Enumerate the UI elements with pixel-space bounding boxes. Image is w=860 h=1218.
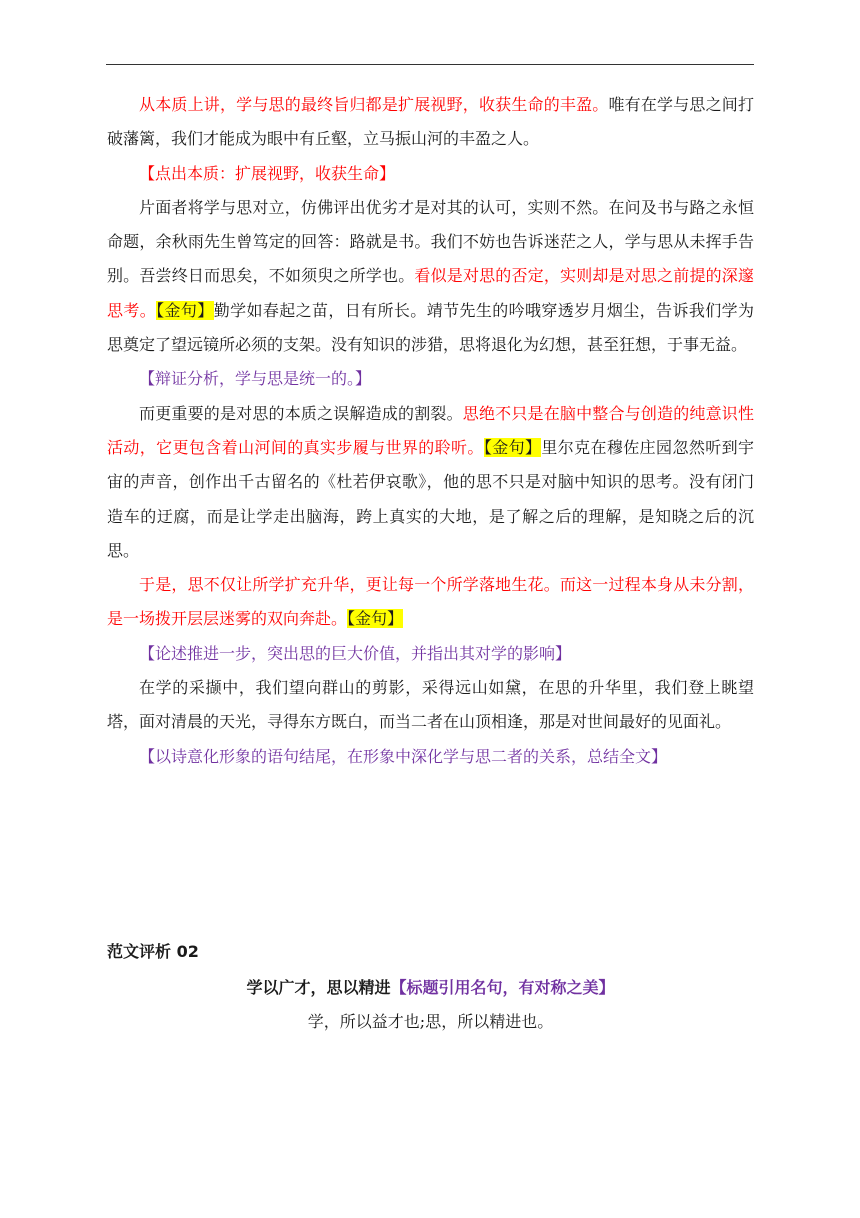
essay-title-annotation: 【标题引用名句，有对称之美】 xyxy=(390,978,615,997)
annotation-2: 【辩证分析，学与思是统一的。】 xyxy=(139,369,372,389)
model-essay-section xyxy=(107,938,754,1036)
paragraph-4 xyxy=(107,568,754,637)
paragraph-3 xyxy=(107,397,754,568)
paragraph-5 xyxy=(107,671,754,740)
golden-sentence-tag: 【金句】 xyxy=(347,609,404,629)
header-rule xyxy=(106,64,754,65)
paragraph-3-text-2: 里尔克在穆佐庄园忽然听到宇宙的声音，创作出千古留名的《杜若伊哀歌》，他的思不只是对脑中知识的思考。没有闭门造车的迂腐，而是让学走出脑海，跨上真实的大地，是了解之后的理解，是知晓之后的沉思。 xyxy=(107,437,754,560)
paragraph-1-text: 唯有在学与思之间打破藩篱，我们才能成为眼中有丘壑，立马振山河的丰盈之人。 xyxy=(107,95,754,149)
paragraph-2 xyxy=(107,191,754,362)
paragraph-1 xyxy=(107,88,754,157)
annotation-4: 【以诗意化形象的语句结尾，在形象中深化学与思二者的关系，总结全文】 xyxy=(139,746,668,766)
annotation-1: 【点出本质：扩展视野，收获生命】 xyxy=(139,163,396,183)
paragraph-1-highlight: 从本质上讲，学与思的最终旨归都是扩展视野，收获生命的丰盈。 xyxy=(139,95,609,114)
golden-sentence-tag: 【金句】 xyxy=(156,300,214,320)
paragraph-2-highlight: 看似是对思的否定，实则却是对思之前提的深邃思考。 xyxy=(107,266,754,320)
paragraph-3-highlight: 思绝不只是在脑中整合与创造的纯意识性活动，它更包含着山河间的真实步履与世界的聆听。 xyxy=(107,403,754,457)
essay-subtitle: 学，所以益才也;思，所以精进也。 xyxy=(307,1012,554,1031)
paragraph-2-text-2: 勤学如春起之苗，日有所长。靖节先生的吟哦穿透岁月烟尘，告诉我们学为思奠定了望远镜所必须的支架。没有知识的涉猎，思将退化为幻想，甚至狂想，于事无益。 xyxy=(107,300,754,355)
section-heading: 范文评析 02 xyxy=(107,942,199,961)
essay-title xyxy=(107,974,754,1002)
paragraph-4-highlight: 于是，思不仅让所学扩充升华，更让每一个所学落地生花。而这一过程本身从未分割，是一场拨开层层迷雾的双向奔赴。 xyxy=(107,575,754,629)
golden-sentence-tag: 【金句】 xyxy=(483,437,542,457)
essay-title-text: 学以广才，思以精进 xyxy=(246,978,391,997)
essay-body xyxy=(107,88,754,774)
annotation-3: 【论述推进一步，突出思的巨大价值，并指出其对学的影响】 xyxy=(139,643,572,663)
paragraph-2-text: 片面者将学与思对立，仿佛评出优劣才是对其的认可，实则不然。在问及书与路之永恒命题，余秋雨先生曾笃定的回答：路就是书。我们不妨也告诉迷茫之人，学与思从未挥手告别。吾尝终日而思矣，不如须臾之所学也。 xyxy=(107,197,754,286)
paragraph-5-text: 在学的采撷中，我们望向群山的剪影，采得远山如黛，在思的升华里，我们登上眺望塔，面对清晨的天光，寻得东方既白，而当二者在山顶相逢，那是对世间最好的见面礼。 xyxy=(107,678,754,732)
paragraph-3-text: 而更重要的是对思的本质之误解造成的割裂。 xyxy=(139,403,463,423)
